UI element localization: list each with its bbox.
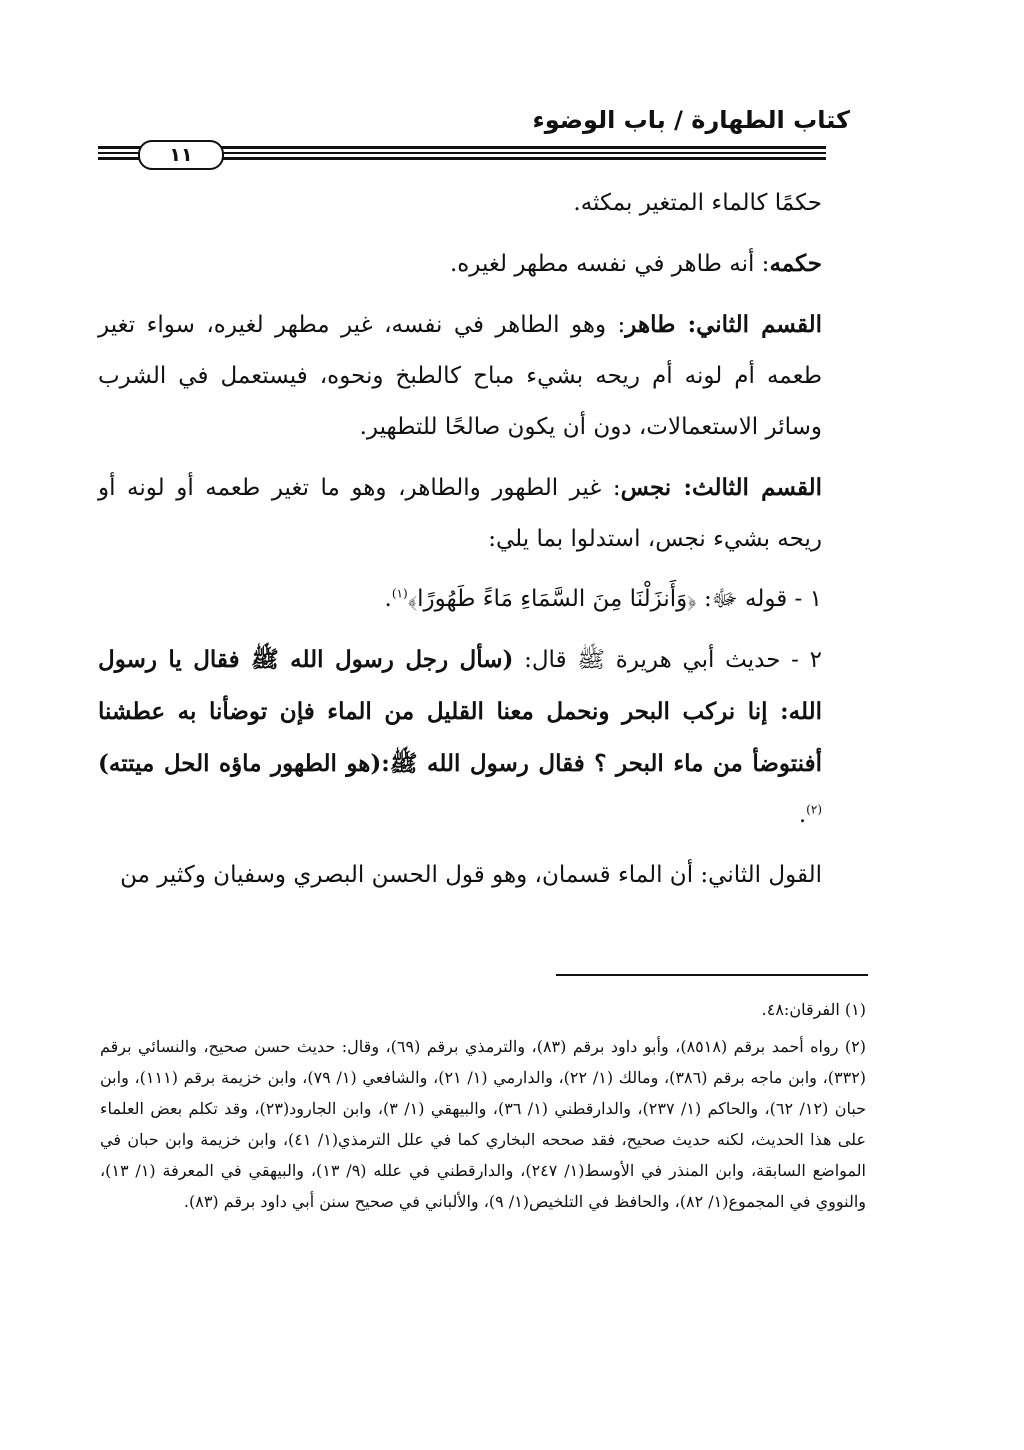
paragraph-text: : وهو الطاهر في نفسه، غير مطهر لغيره، سواء تغير طعمه أم لونه أم ريحه بشيء مباح كالطبخ ونحوه، فيستعمل في الشرب وسائر الاستعمالات، دون أن يكون صالحًا للتطهير. <box>98 312 822 440</box>
paragraph-text: . <box>798 802 807 828</box>
header-rule <box>98 140 826 170</box>
paragraph <box>98 299 822 453</box>
paragraph <box>98 850 822 901</box>
quran-verse: ١ - قوله ﷻ: ﴿وَأَنزَلْنَا مِنَ السَّمَاءِ مَاءً طَهُورًا﴾ <box>407 586 822 612</box>
paragraph-text: : أنه طاهر في نفسه مطهر لغيره. <box>449 251 770 277</box>
footnote: (١) الفرقان:٤٨. <box>761 1000 866 1019</box>
footnotes <box>100 994 866 1223</box>
footnote-ref[interactable]: (١) <box>391 586 408 601</box>
paragraph-lead: القسم الثالث: نجس <box>620 474 822 501</box>
footnote: (٢) رواه أحمد برقم (٨٥١٨)، وأبو داود برقم (٨٣)، والترمذي برقم (٦٩)، وقال: حديث حسن صحيح، والنسائي برقم (٣٣٢)، وابن ماجه برقم (٣٨٦)، ومالك (١/ ٢٢)، والدارمي (١/ ٢١)، والشافعي (١/ ٧٩)، وابن خزيمة برقم (١١١)، وابن حبان (١٢/ ٦٢)، والحاكم (١/ ٢٣٧)، والدارقطني (١/ ٣٦)، والبيهقي (١/ ٣)، وابن الجارود(٢٣)، وقد تكلم بعض العلماء على هذا الحديث، لكنه حديث صحيح، فقد صححه البخاري كما في علل الترمذي(١/ ٤١)، وابن خزيمة وابن حبان في المواضع السابقة، وابن المنذر في الأوسط(١/ ٢٤٧)، والدارقطني في علله (٩/ ١٣)، والبيهقي في المعرفة (١/ ١٣)، والنووي في المجموع(١/ ٨٢)، والحافظ في التلخيص(١/ ٩)، والألباني في صحيح سنن أبي داود برقم (٨٣). <box>100 1037 867 1211</box>
paragraph-text: . <box>384 586 392 612</box>
paragraph <box>98 574 822 625</box>
hadith-text: (سأل رجل رسول الله ﷺ فقال يا رسول الله: إنا نركب البحر ونحمل معنا القليل من الماء فإن توضأنا به عطشنا أفنتوضأ من ماء البحر ؟ فقال رسول الله ﷺ:(هو الطهور ماؤه الحل ميتته) <box>98 646 822 777</box>
running-title: كتاب الطهارة / باب الوضوء <box>532 106 850 134</box>
footnote-ref[interactable]: (٢) <box>806 802 822 817</box>
paragraph-text: القول الثاني: أن الماء قسمان، وهو قول الحسن البصري وسفيان وكثير من <box>120 862 822 888</box>
main-text <box>98 178 822 910</box>
paragraph-text: ٢ - حديث أبي هريرة ﷺ قال: <box>513 647 822 673</box>
paragraph-lead: حكمه <box>769 250 822 277</box>
footnote-separator <box>556 974 868 976</box>
paragraph <box>98 238 822 290</box>
paragraph <box>98 634 822 841</box>
paragraph-text: : غير الطهور والطاهر، وهو ما تغير طعمه أو لونه أو ريحه بشيء نجس، استدلوا بما يلي: <box>98 475 822 552</box>
paragraph-lead: القسم الثاني: طاهر <box>625 311 822 338</box>
paragraph-text: حكمًا كالماء المتغير بمكثه. <box>573 190 822 216</box>
page-number: ١١ <box>138 140 224 170</box>
paragraph <box>98 462 822 565</box>
paragraph <box>98 178 822 229</box>
